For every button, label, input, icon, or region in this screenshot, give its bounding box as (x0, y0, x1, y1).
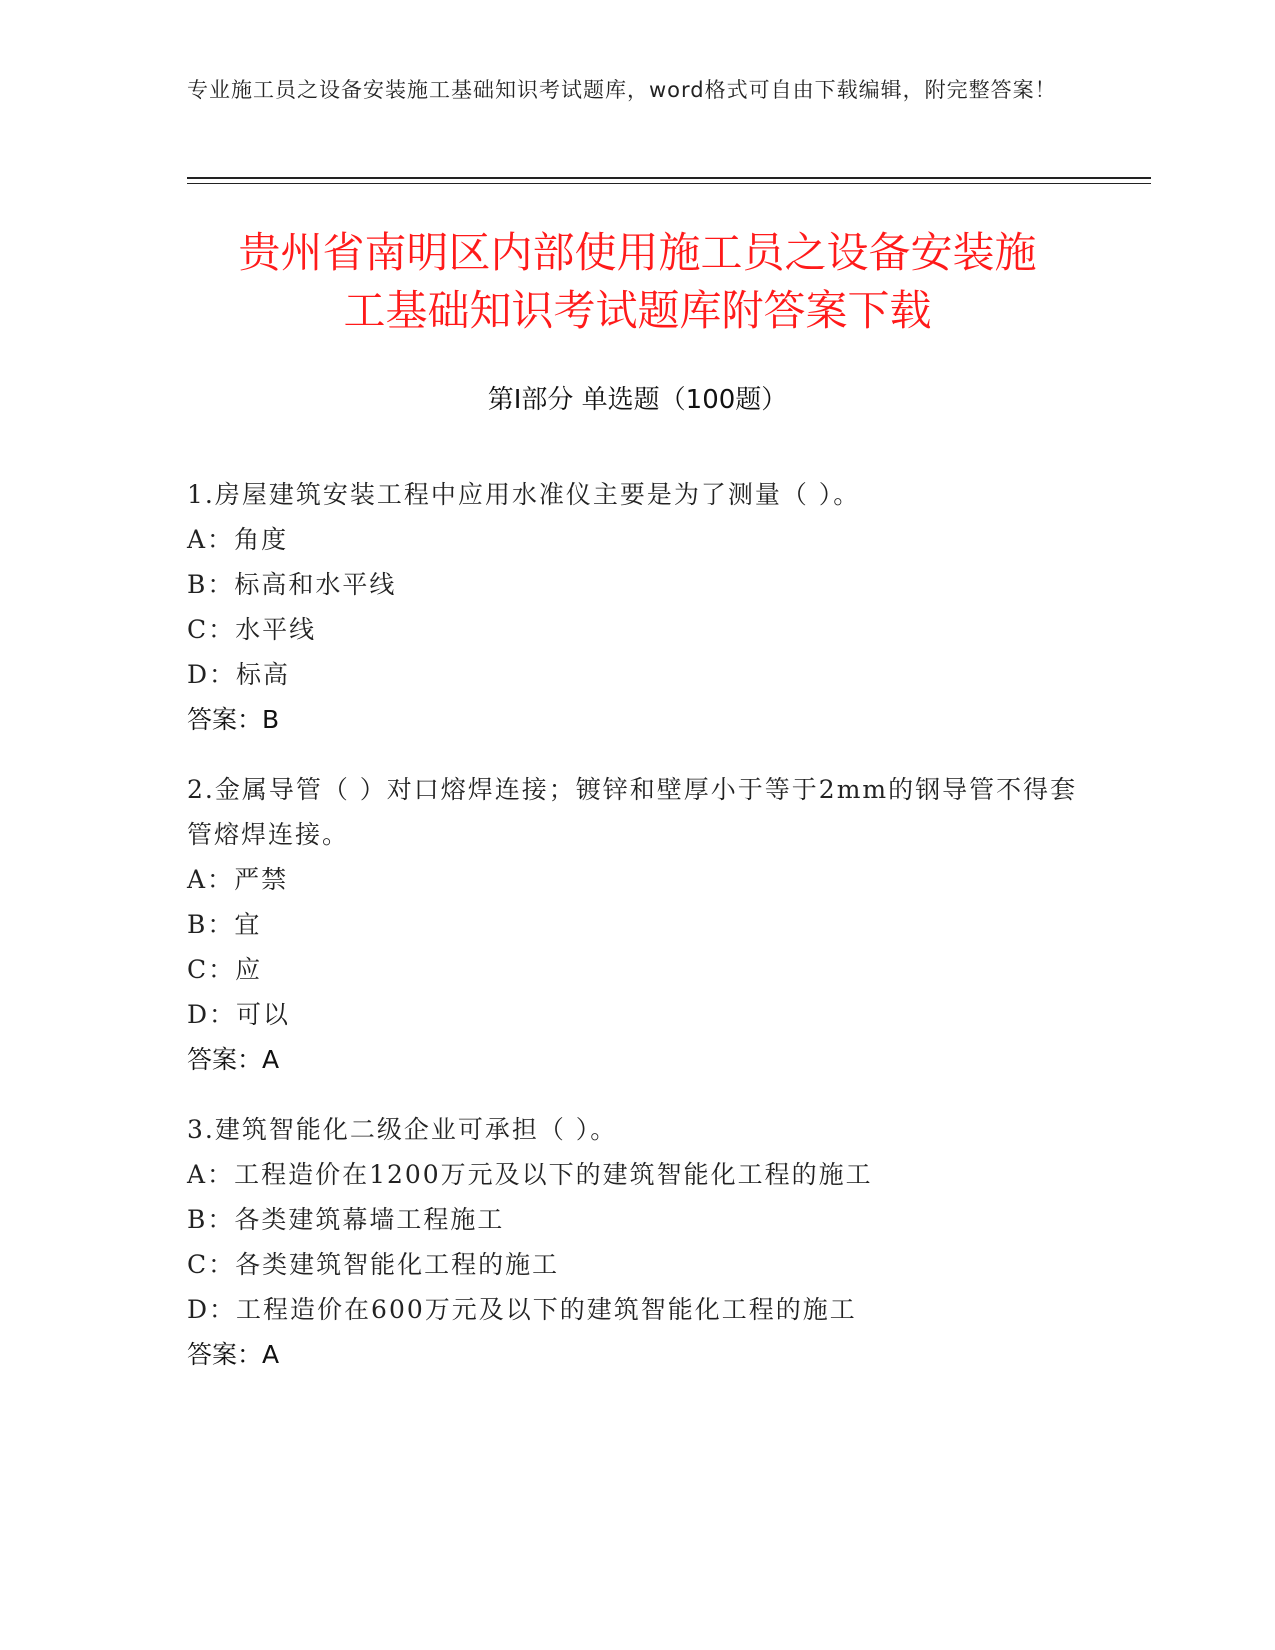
option-c (187, 1242, 1087, 1287)
option-d (187, 652, 1087, 697)
option-key: A： (187, 525, 235, 554)
header-note: 专业施工员之设备安装施工基础知识考试题库，word格式可自由下载编辑，附完整答案！ (187, 78, 1057, 102)
option-a (187, 517, 1087, 562)
option-key: D： (187, 660, 237, 689)
question-stem: 1.房屋建筑安装工程中应用水准仪主要是为了测量（ ）。 (187, 480, 861, 509)
option-text: 水平线 (235, 615, 317, 644)
header-rule-thin (187, 183, 1151, 184)
section-title: 第Ⅰ部分 单选题（100题） (487, 385, 788, 415)
option-text: 可以 (236, 1000, 291, 1029)
document-title-line1: 贵州省南明区内部使用施工员之设备安装施 (238, 228, 1037, 277)
option-text: 各类建筑智能化工程的施工 (235, 1250, 560, 1279)
option-text: 标高 (236, 660, 291, 689)
option-text: 各类建筑幕墙工程施工 (234, 1205, 505, 1234)
question-stem: 3.建筑智能化二级企业可承担（ ）。 (187, 1115, 618, 1144)
option-key: B： (187, 910, 235, 939)
document-title (140, 224, 1135, 340)
option-key: B： (187, 1205, 235, 1234)
option-key: C： (187, 955, 236, 984)
option-b (187, 902, 1087, 947)
answer-line: 答案：A (187, 1340, 280, 1369)
document-title-line2: 工基础知识考试题库附答案下载 (343, 286, 932, 335)
option-key: A： (187, 1160, 235, 1189)
answer-line: 答案：A (187, 1045, 280, 1074)
option-key: B： (187, 570, 235, 599)
option-text: 标高和水平线 (234, 570, 397, 599)
option-key: C： (187, 615, 236, 644)
option-key: C： (187, 1250, 236, 1279)
option-d (187, 992, 1087, 1037)
option-text: 严禁 (234, 865, 289, 894)
option-c (187, 947, 1087, 992)
option-text: 宜 (234, 910, 262, 939)
option-d (187, 1287, 1087, 1332)
question-3 (187, 1107, 1087, 1377)
option-key: D： (187, 1295, 237, 1324)
option-key: D： (187, 1000, 237, 1029)
question-1 (187, 472, 1087, 742)
option-a (187, 857, 1087, 902)
option-key: A： (187, 865, 235, 894)
option-text: 工程造价在1200万元及以下的建筑智能化工程的施工 (234, 1160, 873, 1189)
option-c (187, 607, 1087, 652)
option-text: 应 (235, 955, 263, 984)
option-text: 工程造价在600万元及以下的建筑智能化工程的施工 (236, 1295, 857, 1324)
option-b (187, 1197, 1087, 1242)
question-stem: 2.金属导管（ ）对口熔焊连接；镀锌和壁厚小于等于2mm的钢导管不得套管熔焊连接。 (187, 775, 1078, 849)
option-text: 角度 (234, 525, 289, 554)
header-rule-thick (187, 177, 1151, 179)
answer-line: 答案：B (187, 705, 280, 734)
option-a (187, 1152, 1087, 1197)
question-2 (187, 767, 1087, 1082)
question-list (187, 472, 1087, 1402)
option-b (187, 562, 1087, 607)
